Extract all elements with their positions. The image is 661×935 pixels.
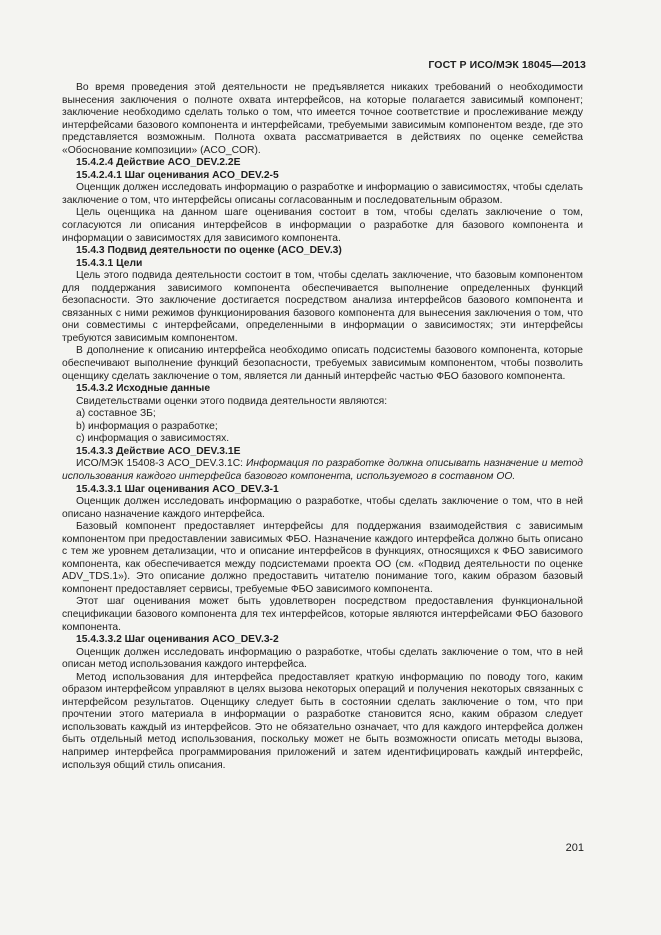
section-heading: 15.4.2.4 Действие ACO_DEV.2.2E (76, 157, 241, 169)
section-heading: 15.4.3.3.1 Шаг оценивания ACO_DEV.3-1 (76, 483, 279, 495)
body-paragraph: Базовый компонент предоставляет интерфейсы для поддержания взаимодействия с зависимым компонентом при предоставлении зависимых ФБО. Назначение каждого интерфейса должно быть описано с тем же уровнем детализации, что и описание интерфейсов в функциях, относящихся к ФБО зависимого компонента, как обеспечивается между подсистемами проекта ОО (см. «Подвид деятельности по оценке ADV_TDS.1»). Это описание должно предоставить читателю понимание того, каким образом базовый компонент предоставляет сервисы, требуемые ФБО зависимого компонента. (62, 521, 583, 595)
reference-text: Информация по разработке должна описывать назначение и метод использования каждого интерфейса базового компонента, используемого в составном ОО. (62, 458, 583, 482)
section-heading: 15.4.2.4.1 Шаг оценивания ACO_DEV.2-5 (76, 169, 279, 181)
body-paragraph: В дополнение к описанию интерфейса необходимо описать подсистемы базового компонента, которые обеспечивают выполнение функций безопасности, требуемых зависимым компонентом, чтобы позволить оценщику сделать заключение о том, является ли данный интерфейс частью ФБО базового компонента. (62, 345, 583, 382)
standard-reference (62, 458, 583, 483)
reference-prefix: ИСО/МЭК 15408-3 ACO_DEV.3.1C: (76, 458, 247, 470)
section-heading: 15.4.3 Подвид деятельности по оценке (ACO_DEV.3) (76, 245, 342, 257)
body-paragraph: Цель оценщика на данном шаге оценивания состоит в том, чтобы сделать заключение о том, согласуются ли описания интерфейсов в информации о разработке для базового компонента и информации о зависимостях для зависимого компонента. (62, 207, 583, 244)
list-item: b) информация о разработке; (76, 420, 218, 432)
document-body (62, 82, 583, 772)
body-paragraph: Этот шаг оценивания может быть удовлетворен посредством предоставления функциональной спецификации базового компонента для тех интерфейсов, которые являются интерфейсами ФБО базового компонента. (62, 596, 583, 633)
section-heading: 15.4.3.3 Действие ACO_DEV.3.1E (76, 445, 241, 457)
body-paragraph: Метод использования для интерфейса предоставляет краткую информацию по поводу того, каким образом интерфейсом управляют в целях вызова некоторых операций и получения некоторых связанных с интерфейсом результатов. Оценщику следует быть в состоянии сделать заключение о том, что при прочтении этого материала в информации о разработке становится ясно, каким образом следует использовать каждый из интерфейсов. Это не обязательно означает, что для каждого интерфейса должен быть отдельный метод использования, поскольку может не быть возможности описать методы вызова, например интерфейса программирования приложений и затем идентифицировать каждый интерфейс, используя общий стиль описания. (62, 671, 583, 771)
list-item: a) составное ЗБ; (76, 408, 156, 420)
list-item: c) информация о зависимостях. (76, 433, 230, 445)
standard-header: ГОСТ Р ИСО/МЭК 18045—2013 (428, 59, 586, 71)
body-paragraph: Оценщик должен исследовать информацию о разработке, чтобы сделать заключение о том, что в ней описано назначение каждого интерфейса. (62, 496, 583, 520)
body-paragraph: Оценщик должен исследовать информацию о разработке и информацию о зависимостях, чтобы сделать заключение о том, что интерфейсы описаны согласованным и последовательным образом. (62, 182, 583, 206)
body-paragraph: Свидетельствами оценки этого подвида деятельности являются: (76, 395, 388, 407)
body-paragraph: Оценщик должен исследовать информацию о разработке, чтобы сделать заключение о том, что в ней описан метод использования каждого интерфейса. (62, 646, 583, 671)
section-heading: 15.4.3.2 Исходные данные (76, 383, 211, 395)
body-paragraph: Во время проведения этой деятельности не предъявляется никаких требований о необходимости вынесения заключения о полноте охвата интерфейсов, на которые полагается зависимый компонент; заключение необходимо сделать только о том, что имеется точное соответствие и прослеживание между интерфейсами базового компонента и интерфейсами, требуемыми зависимым компонентом везде, где это представляется возможным. Полнота охвата рассматривается в действиях по оценке семейства «Обоснование композиции» (ACO_COR). (62, 82, 583, 156)
page-number: 201 (565, 842, 584, 854)
body-paragraph: Цель этого подвида деятельности состоит в том, чтобы сделать заключение, что базовым компонентом для поддержания зависимого компонента обеспечивается выполнение определенных функций безопасности. Это заключение достигается посредством анализа интерфейсов базового компонента и связанных с ними режимов функционирования базового компонента для вынесения заключения о том, что они совместимы с интерфейсами, определенными в информации о зависимостях; эти интерфейсы требуются зависимым компонентом. (62, 270, 583, 344)
section-heading: 15.4.3.3.2 Шаг оценивания ACO_DEV.3-2 (76, 634, 279, 646)
section-heading: 15.4.3.1 Цели (76, 257, 143, 269)
